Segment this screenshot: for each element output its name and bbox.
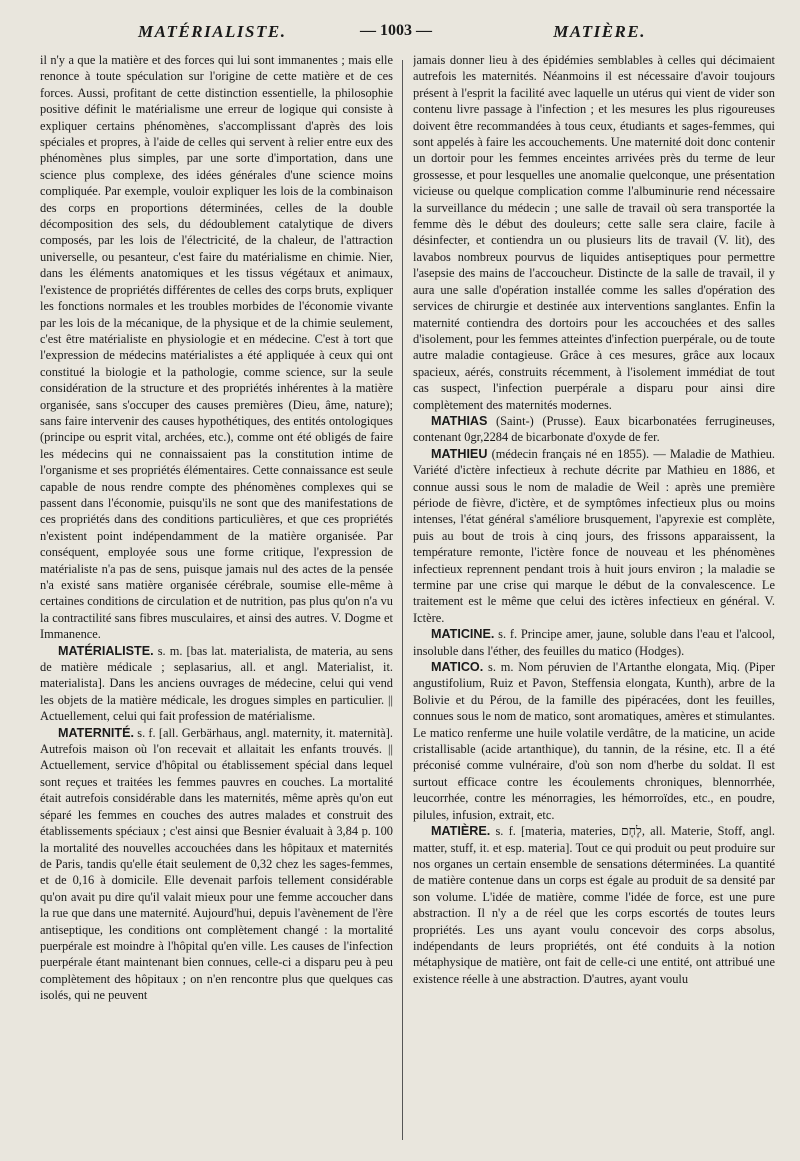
entry-paragraph xyxy=(413,52,775,413)
entry-maticine xyxy=(413,626,775,659)
headword: MATICO. xyxy=(431,660,484,675)
definition-text: s. f. [materia, materies, לֶחֶם, all. Materie, Stoff, angl. matter, stuff, it. et esp. materia]. Tout ce qui produit ou peut produire sur nos organes un certain ensemble de sensations déterminées. La quantité de matière contenue dans un corps est égale au produit de sa densité par son volume. L'idée de matière, comme l'idée de force, est une pure abstraction. Il n'y a de réel que les corps escortés de toutes leurs propriétés. Les uns ayant voulu concevoir des corps absolus, indépendants de leurs propriétés, ont été conduits à la notion métaphysique de matière, ont fait de celle-ci une entité, ont attribué une existence réelle à une abstraction. D'autres, ayant voulu xyxy=(413,824,775,986)
headword: MATIÈRE. xyxy=(431,824,491,839)
headword: MATHIAS xyxy=(431,413,488,428)
definition-text: s. m. [bas lat. materialista, de materia, au sens de matière médicale ; seplasarius, all. et angl. Materialist, it. materialista]. Dans les anciens ouvrages de médecine, celui qui vend les objets de la matière médicale, les drogues simples en particulier. || Actuellement, celui qui fait profession de matérialisme. xyxy=(40,643,393,724)
headword: MATÉRIALISTE. xyxy=(58,643,154,658)
left-column xyxy=(40,52,393,1142)
entry-mathias xyxy=(413,413,775,446)
page-header xyxy=(40,18,778,48)
column-divider xyxy=(402,60,403,1140)
headword: MATICINE. xyxy=(431,627,495,642)
entry-materialiste xyxy=(40,643,393,725)
paragraph-text: il n'y a que la matière et des forces qui lui sont immanentes ; mais elle renonce à toute spéculation sur l'origine de cette matière et de ces forces. Aussi, profitant de cette distinction essentielle, la philosophie positive définit le matérialisme une erreur de logique qui consiste à expliquer certains phénomènes, s'accomplissant d'après des lois spéciales et propres, à l'aide de celles qui servent à relier entre eux des phénomènes plus simples, par une sorte d'importation, dans une science plus complexe, des idées générales d'une science moins compliquée. Par exemple, vouloir expliquer les lois de la combinaison des corps en proportions déterminées, celles de la double décomposition des sels, du dédoublement catalytique de divers composés, par les lois de l'électricité, de la chaleur, de l'attraction universelle, ou pesanteur, c'est faire du matérialisme en chimie. Nier, dans les éléments anatomiques et les tissus végétaux et animaux, l'existence de propriétés différentes de celles des corps bruts, expliquer les fonctions normales et les troubles morbides de l'économie vivante par les lois de la mécanique, de la physique et de la chimie seulement, c'est être matérialiste en physiologie et en médecine. C'est à tort que l'expression de médecins matérialistes a été appliquée à ceux qui ont constitué la biologie et la pathologie, comme science, sur la seule considération de la structure et des propriétés inhérentes à la matière organisée, sans s'occuper des causes premières (Dieu, âme, nature); sans faire intervenir des causes hypothétiques, des entités ontologiques (principe ou esprit vital, archées, etc.), comme ont été obligés de faire les médecins qui ne connaissaient pas la constitution intime de l'organisme et ses propriétés élémentaires. Cette connaissance est seule capable de nous rendre compte des phénomènes complexes qui se passent dans l'économie, puisqu'ils ne sont que des manifestations de ces propriétés dans des conditions particulières, et que ces propriétés n'existent point indépendamment de la matière organisée. Par conséquent, employée sous une forme critique, l'expression de matérialiste n'a pas de sens, puisque jamais nul des actes de la pensée n'a existé sans matière organisée cérébrale, soumise elle-même à certaines conditions de circulation et de nutrition, pas plus qu'on n'a vu la contractilité sans fibres musculaires, et ainsi des autres. V. Dogme et Immanence. xyxy=(40,53,393,642)
definition-text: s. m. Nom péruvien de l'Artanthe elongata, Miq. (Piper angustifolium, Ruiz et Pavon, Steffensia elongata, Kunth), arbre de la Bolivie et du Pérou, de la famille des pipéracées, dont les feuilles, connues sous le nom de matico, sont aromatiques, amères et stimulantes. Le matico renferme une huile volatile verdâtre, de la maticine, un acide cristallisable (acide artanthique), du tannin, de la résine, etc. Il a été préconisé comme vulnéraire, d'où son nom d'herbe du soldat. Il est surtout efficace contre les écoulements chroniques, blennorrhée, leucorrhée, contre les ménorragies, les hémorroïdes, etc., en poudre, pilules, infusion, extrait, etc. xyxy=(413,660,775,822)
running-head-right: MATIÈRE. xyxy=(553,22,646,41)
paragraph-text: jamais donner lieu à des épidémies semblables à celles qui décimaient autrefois les maternités. Néanmoins il est nécessaire d'avoir toujours présent à l'esprit la facilité avec laquelle un utérus qui vient de vider son contenu livre passage à l'infection ; et les mesures les plus rigoureuses doivent être recommandées à tous ceux, étudiants et sages-femmes, qui sont appelés à faire les accouchements. Une maternité doit donc contenir un dortoir pour les femmes enceintes arrivées près du terme de leur grossesse, et pour lesquelles une anomalie quelconque, une présentation vicieuse ou quelque complication comme l'albuminurie rend nécessaire la surveillance du médecin ; une salle de travail où sera transportée la femme dès le début des douleurs; cette salle sera claire, facile à désinfecter, et contiendra un ou plusieurs lits de travail (V. lit), des lavabos nombreux pourvus de liquides antiseptiques pour permettre l'asepsie des mains de l'accoucheur. Distincte de la salle de travail, il y aura une salle d'opération installée comme les salles d'opération des services de chirurgie et destinée aux interventions sanglantes. Enfin la maternité contiendra des dortoirs pour les accouchées et des salles d'isolement, pour les femmes atteintes d'infection puerpérale, ou de toute autre maladie contagieuse. Grâce à ces mesures, grâce aux locaux spacieux, aérés, construits récemment, à l'isolement immédiat de tout cas suspect, l'infection puerpérale a disparu pour ainsi dire complètement des maternités modernes. xyxy=(413,53,775,412)
running-head-left: MATÉRIALISTE. xyxy=(138,22,287,41)
headword: MATERNITÉ. xyxy=(58,725,135,740)
definition-text: s. f. Principe amer, jaune, soluble dans l'eau et l'alcool, insoluble dans l'éther, des feuilles du matico (Hodges). xyxy=(413,627,775,658)
entry-paragraph xyxy=(40,52,393,643)
entry-matiere xyxy=(413,823,775,987)
definition-text: s. f. [all. Gerbärhaus, angl. maternity, it. maternità]. Autrefois maison où l'on recevait et allaitait les enfants trouvés. || Actuellement, service d'hôpital ou établissement spécial dans lequel sont reçues et traitées les femmes pauvres en couches. La mortalité était autrefois considérable dans les maternités, même après qu'on eut séparé les femmes en couches des autres malades et construit des établissements spéciaux ; c'est ainsi que Besnier évaluait à 3,84 p. 100 la mortalité des nouvelles accouchées dans les hôpitaux et maternités de Paris, tandis qu'elle était seulement de 0,32 chez les sages-femmes, et de 0,16 à domicile. Elle devenait parfois tellement considérable qu'on avait pu dire qu'il valait mieux pour une femme accoucher dans la rue que dans une maternité. Aujourd'hui, depuis l'avènement de l'ère antiseptique, les conditions ont complètement changé : la mortalité puerpérale est moindre à l'hôpital qu'en ville. Les causes de l'infection puerpérale étant maintenant bien connues, celle-ci a disparu peu à peu complètement des hôpitaux ; on n'en rencontre plus que quelques cas isolés, qui ne peuvent xyxy=(40,725,393,1003)
entry-maternite xyxy=(40,725,393,1004)
entry-mathieu xyxy=(413,446,775,626)
definition-text: (Saint-) (Prusse). Eaux bicarbonatées ferrugineuses, contenant 0gr,2284 de bicarbonate d'oxyde de fer. xyxy=(413,413,775,445)
right-column xyxy=(413,52,775,1142)
entry-matico xyxy=(413,659,775,823)
definition-text: (médecin français né en 1855). — Maladie de Mathieu. Variété d'ictère infectieux à rechute décrite par Mathieu en 1886, et connue aussi sous le nom de maladie de Weil : après une première période de fièvre, d'ictère, et de symptômes infectieux plus ou moins intenses, l'état général s'améliore brusquement, l'apyrexie est complète, puis au bout de trois à cinq jours, des frissons apparaissent, la température remonte, l'ictère fonce de nouveau et les phénomènes infectieux reprennent pendant trois à huit jours environ ; la maladie se termine par une crise qui marque le début de la convalescence. Le traitement est le même que celui des ictères infectieux en général. V. Ictère. xyxy=(413,446,775,625)
page-number: — 1003 — xyxy=(360,22,432,39)
headword: MATHIEU xyxy=(431,446,488,461)
